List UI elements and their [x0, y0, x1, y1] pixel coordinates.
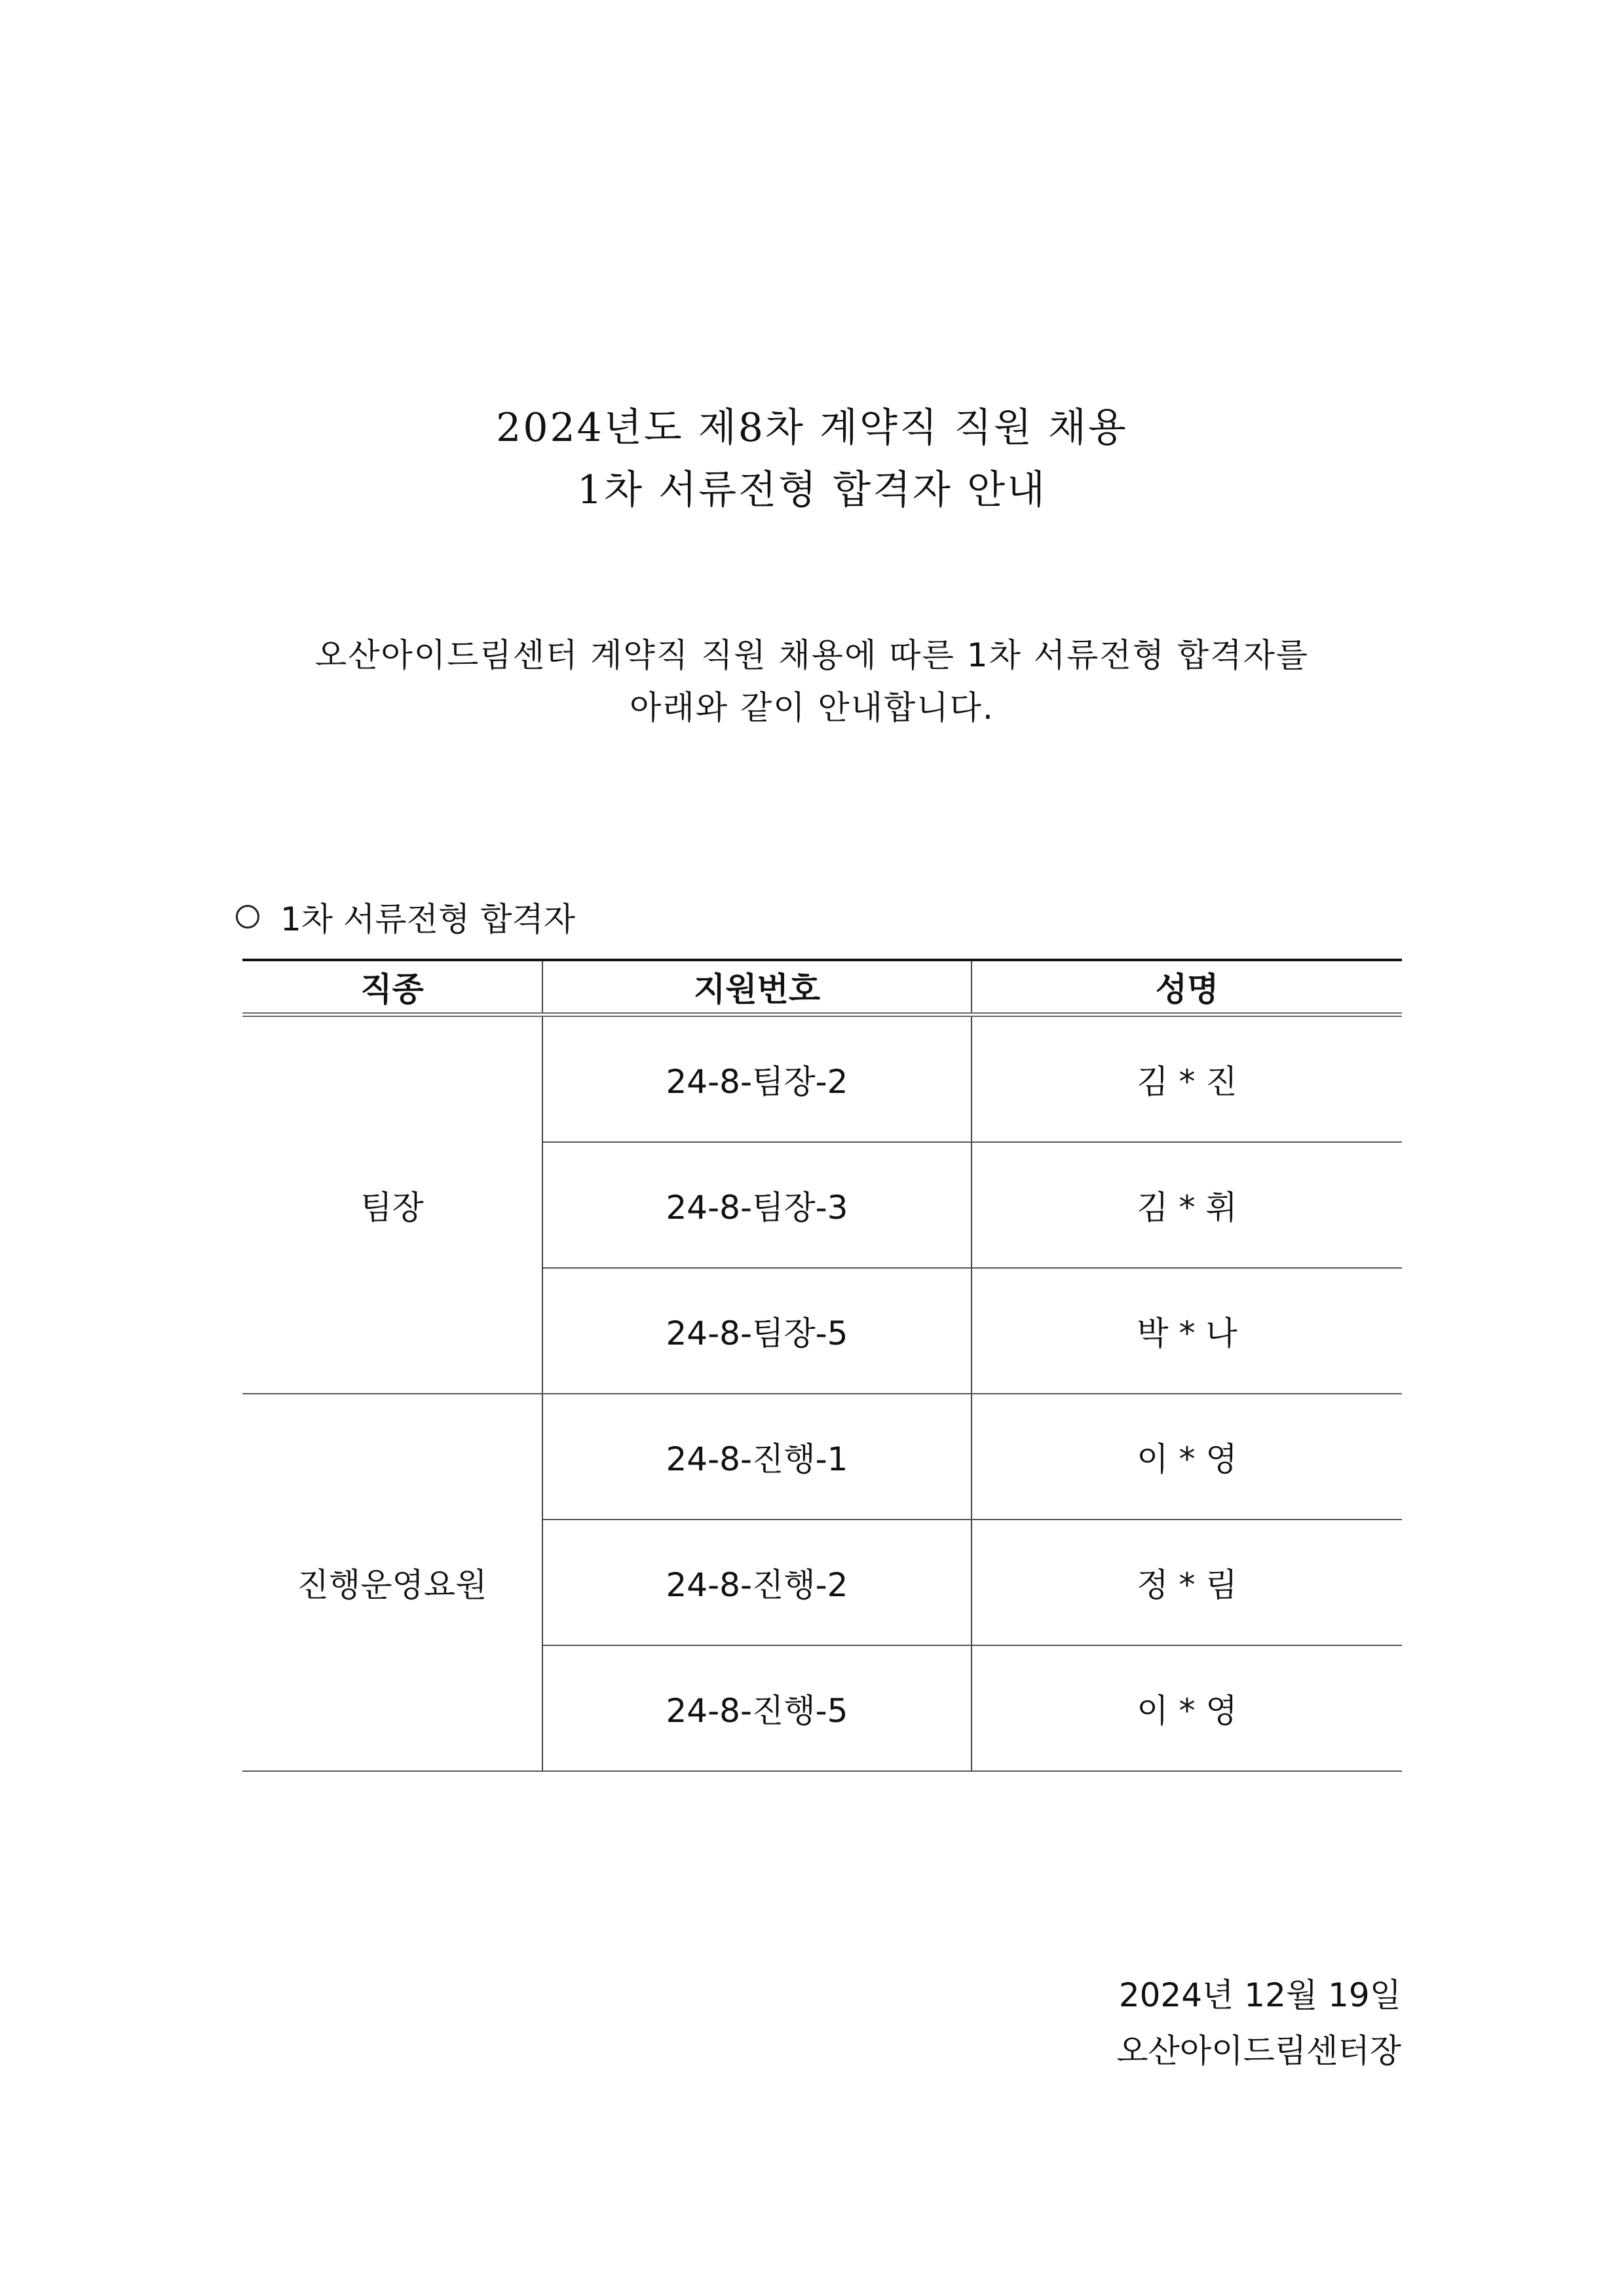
header-category: 직종: [242, 960, 542, 1015]
applicant-number-cell: 24-8-진행-5: [542, 1645, 972, 1771]
category-cell: 진행운영요원: [242, 1394, 542, 1771]
applicant-name-cell: 정 * 림: [972, 1520, 1402, 1645]
category-cell: 팀장: [242, 1015, 542, 1394]
table-row: [242, 1015, 1402, 1143]
circle-bullet-icon: [236, 905, 259, 928]
intro-text-line2: 아래와 같이 안내합니다.: [630, 689, 994, 727]
table-row: [242, 1394, 1402, 1520]
applicant-name-cell: 이 * 영: [972, 1645, 1402, 1771]
applicant-number-cell: 24-8-진행-2: [542, 1520, 972, 1645]
document-title-line2: 1차 서류전형 합격자 안내: [577, 467, 1047, 513]
section-heading: [236, 893, 575, 940]
applicant-number-cell: 24-8-팀장-3: [542, 1142, 972, 1268]
results-table: [242, 959, 1402, 1772]
applicant-name-cell: 김 * 휘: [972, 1142, 1402, 1268]
section-heading-label: 1차 서류전형 합격자: [280, 900, 575, 938]
applicant-number-cell: 24-8-팀장-5: [542, 1268, 972, 1394]
issue-date: 2024년 12월 19일: [1118, 1976, 1401, 2014]
issuing-organization: 오산아이드림센터장: [1116, 2032, 1401, 2070]
document-title-line1: 2024년도 제8차 계약직 직원 채용: [496, 405, 1128, 451]
applicant-number-cell: 24-8-팀장-2: [542, 1015, 972, 1143]
table-header-row: [242, 960, 1402, 1015]
intro-text-line1: 오산아이드림센터 계약직 직원 채용에 따른 1차 서류전형 합격자를: [314, 636, 1310, 674]
applicant-name-cell: 김 * 진: [972, 1015, 1402, 1143]
applicant-name-cell: 이 * 영: [972, 1394, 1402, 1520]
header-applicant-number: 지원번호: [542, 960, 972, 1015]
applicant-number-cell: 24-8-진행-1: [542, 1394, 972, 1520]
header-name: 성명: [972, 960, 1402, 1015]
applicant-name-cell: 박 * 나: [972, 1268, 1402, 1394]
